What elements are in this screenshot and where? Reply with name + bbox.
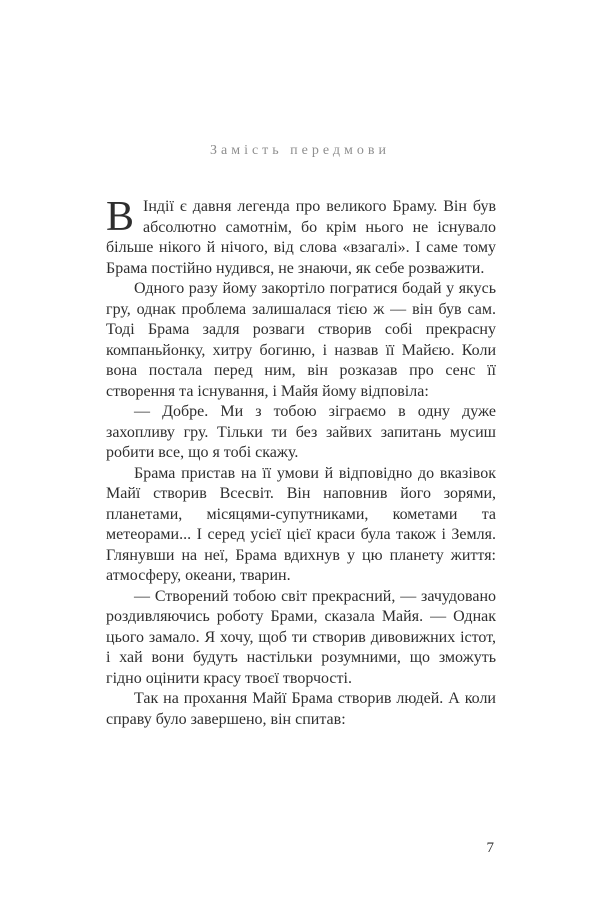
- drop-cap: В: [106, 194, 135, 240]
- paragraph: Брама пристав на її умови й відповідно до вказівок Майї створив Всесвіт. Він наповнив його зорями, планетами, місяцями-супутниками, кометами та метеорами... І серед усієї цієї краси була також і Земля. Глянувши на неї, Брама вдихнув у цю планету життя: атмосферу, океани, тварин.: [106, 464, 496, 584]
- page-number: 7: [486, 840, 494, 856]
- chapter-header: Замість передмови: [209, 143, 390, 158]
- paragraph: — Створений тобою світ прекрасний, — зачудовано роздивляючись роботу Брами, сказала Майя. — Однак цього замало. Я хочу, щоб ти створив дивовижних істот, і хай вони будуть настільки розумними, що зможуть гідно оцінити красу твоєї творчості.: [106, 587, 496, 687]
- body-text: [106, 194, 496, 730]
- paragraph: Одного разу йому закортіло погратися бодай у якусь гру, однак проблема залишалася тією ж — він був сам. Тоді Брама задля розваги створив собі прекрасну компаньйонку, хитру богиню, і назвав її Майєю. Коли вона постала перед ним, він розказав про сенс її створення та існування, і Майя йому відповіла:: [106, 280, 496, 400]
- paragraph: — Добре. Ми з тобою зіграємо в одну дуже захопливу гру. Тільки ти без зайвих запитань мусиш робити все, що я тобі скажу.: [106, 403, 496, 461]
- paragraph: [106, 194, 496, 279]
- paragraph: Так на прохання Майї Брама створив людей. А коли справу було завершено, він спитав:: [106, 690, 496, 728]
- paragraph-text: Індії є давня легенда про великого Браму. Він був абсолютно самотнім, бо крім нього не існувало більше нікого й нічого, від слова «взагалі». І саме тому Брама постійно нудився, не знаючи, як себе розважити.: [106, 198, 496, 277]
